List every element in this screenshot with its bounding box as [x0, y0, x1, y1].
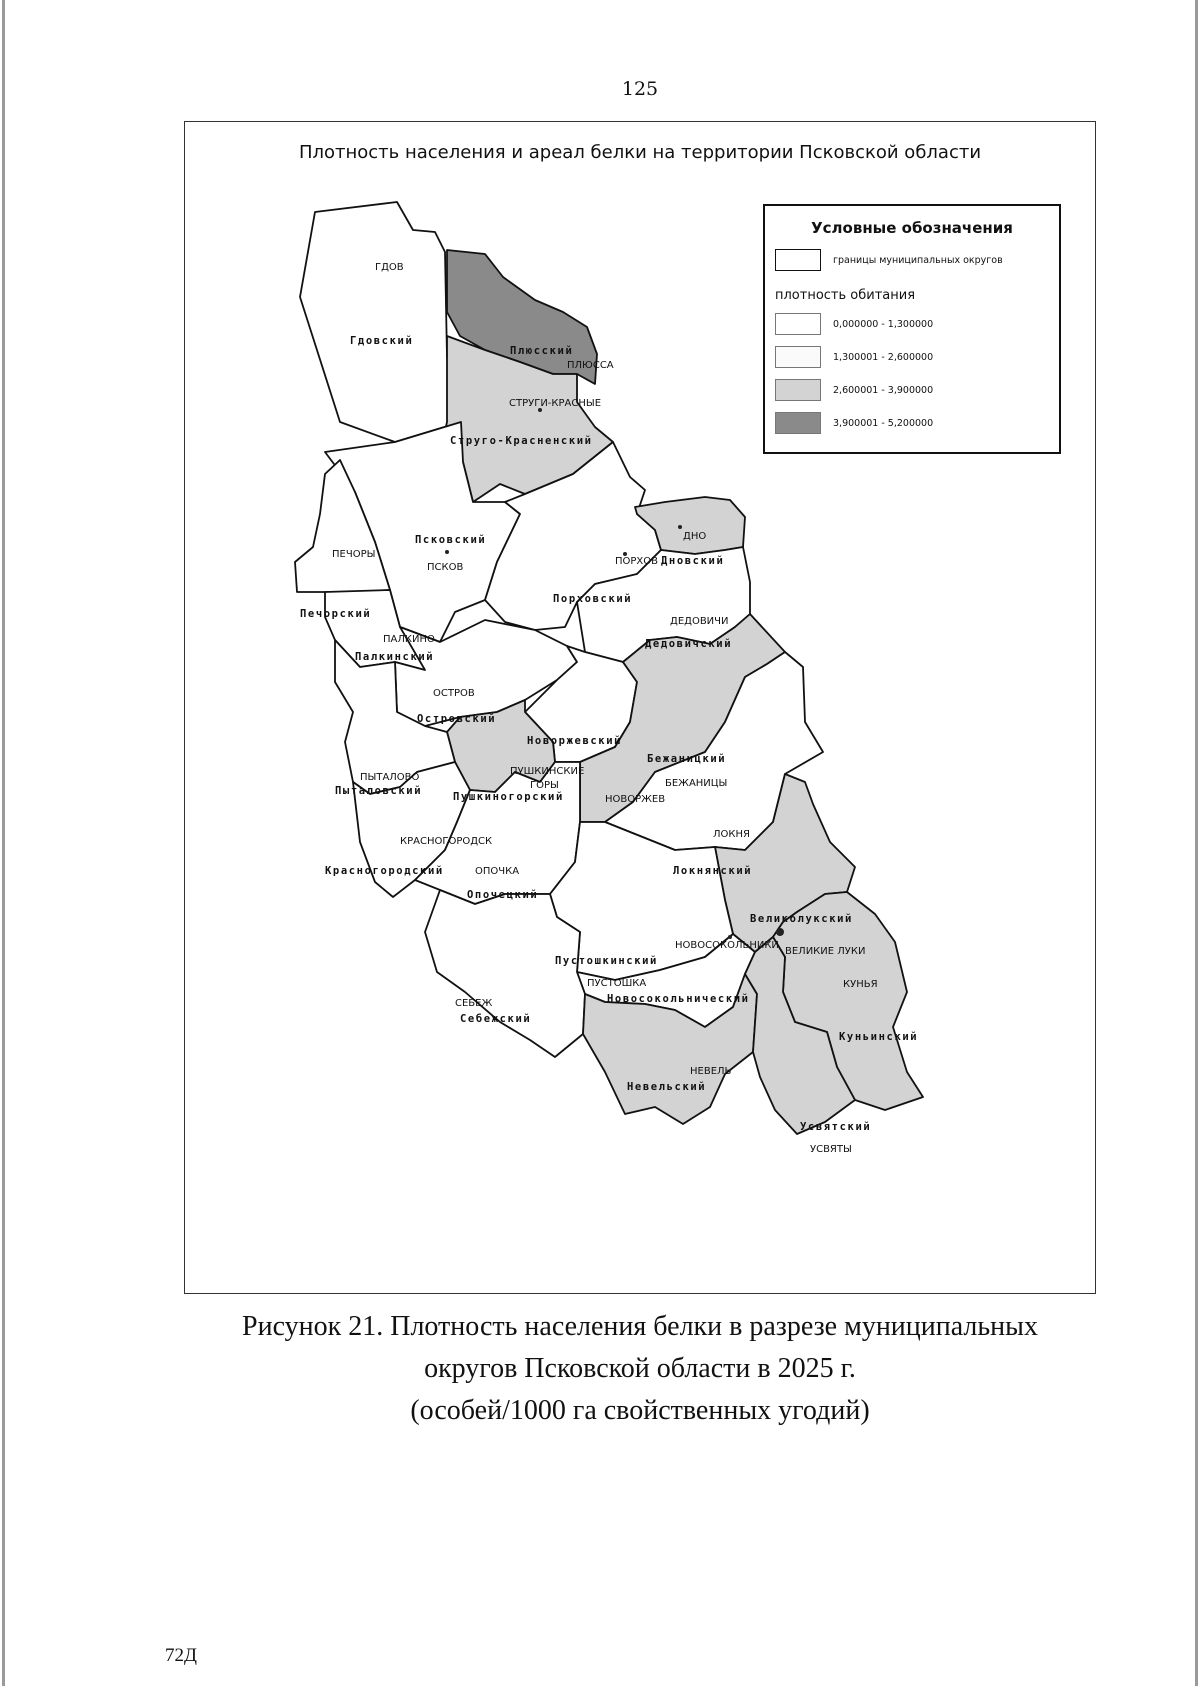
legend-swatch-class-2 [775, 346, 821, 368]
district-label-strugi: Струго-Красненский [450, 435, 593, 447]
district-label-kunyinsky: Куньинский [839, 1031, 919, 1043]
district-label-pskovsky: Псковский [415, 534, 487, 546]
town-label-pechory: ПЕЧОРЫ [332, 549, 376, 560]
town-marker-novosokolniki [728, 935, 732, 939]
town-label-pskov: ПСКОВ [427, 562, 464, 573]
district-label-palkinsky: Палкинский [355, 651, 435, 663]
map-legend [763, 204, 1061, 454]
town-label-strugi: СТРУГИ-КРАСНЫЕ [509, 398, 602, 409]
district-label-dedovichsky: Дедовичский [645, 638, 733, 650]
district-label-pechorsky: Печорский [300, 608, 372, 620]
town-marker-velikie-luki [776, 928, 784, 936]
district-label-krasnogorodsky: Красногородский [325, 865, 444, 877]
district-label-loknyansky: Локнянский [673, 865, 753, 877]
town-label-porkhov: ПОРХОВ [615, 556, 659, 567]
town-label-bezhanitsy: БЕЖАНИЦЫ [665, 778, 728, 789]
town-label-pushkino-2: ГОРЫ [530, 780, 559, 791]
town-label-nevel: НЕВЕЛЬ [690, 1066, 732, 1077]
legend-border-label: границы муниципальных округов [833, 254, 1003, 266]
town-label-pustoshka: ПУСТОШКА [587, 978, 647, 989]
caption-line-3: (особей/1000 га свойственных угодий) [410, 1395, 870, 1426]
legend-range-class-1: 0,000000 - 1,300000 [833, 318, 934, 330]
scan-left-edge [2, 0, 5, 1686]
district-label-bezhanitsky: Бежаницкий [647, 753, 727, 765]
legend-row-class-4 [775, 411, 933, 435]
legend-row-class-2 [775, 345, 933, 369]
map-frame [184, 121, 1096, 1294]
town-label-pushkino-1: ПУШКИНСКИЕ [510, 766, 585, 777]
district-label-dnovsky: Дновский [661, 555, 725, 567]
town-marker-pskov [445, 550, 449, 554]
legend-swatch-class-1 [775, 313, 821, 335]
scan-right-edge [1195, 0, 1198, 1686]
legend-range-class-2: 1,300001 - 2,600000 [833, 351, 934, 363]
district-label-gdovsky: Гдовский [350, 335, 414, 347]
district-label-usvyatsky: Усвятский [800, 1121, 872, 1133]
legend-row-border [775, 248, 1003, 272]
district-label-novosokolnichesky: Новосокольнический [607, 993, 750, 1005]
legend-title: Условные обозначения [811, 219, 1013, 237]
town-label-novorzhev: НОВОРЖЕВ [605, 794, 666, 805]
town-label-krasnogorodsk: КРАСНОГОРОДСК [400, 836, 493, 847]
town-label-ostrov: ОСТРОВ [433, 688, 475, 699]
district-label-nevelsky: Невельский [627, 1081, 707, 1093]
town-label-novosokol: НОВОСОКОЛЬНИКИ [675, 940, 779, 951]
town-marker-dno [678, 525, 682, 529]
map-title: Плотность населения и ареал белки на территории Псковской области [298, 142, 982, 163]
town-label-loknya: ЛОКНЯ [713, 829, 750, 840]
town-label-usvyaty: УСВЯТЫ [810, 1144, 852, 1155]
town-label-gdov: ГДОВ [375, 262, 404, 273]
district-label-novorzhevsky: Новоржевский [527, 735, 623, 747]
district-label-opochetsky: Опочецкий [467, 889, 539, 901]
caption-line-2: округов Псковской области в 2025 г. [424, 1353, 856, 1384]
footer-code: 72Д [165, 1645, 197, 1666]
district-label-pustoshkinsky: Пустошкинский [555, 955, 658, 967]
district-label-ostrovsky: Островский [417, 713, 497, 725]
district-label-porkhovsky: Порховский [553, 593, 633, 605]
district-gdovsky [300, 202, 461, 442]
district-label-sebezhsky: Себежский [460, 1013, 532, 1025]
town-label-kunya: КУНЬЯ [843, 979, 878, 990]
legend-row-class-1 [775, 312, 933, 336]
legend-row-class-3 [775, 378, 933, 402]
legend-density-label: плотность обитания [775, 288, 916, 303]
town-label-opochka: ОПОЧКА [475, 866, 520, 877]
legend-range-class-4: 3,900001 - 5,200000 [833, 417, 934, 429]
district-label-pushkinogorsky: Пушкиногорский [453, 791, 564, 803]
town-label-plyussa: ПЛЮССА [567, 360, 614, 371]
town-label-velikie-luki: ВЕЛИКИЕ ЛУКИ [785, 946, 866, 957]
district-label-pytalovsky: Пыталовский [335, 785, 423, 797]
town-label-pytalovo: ПЫТАЛОВО [360, 772, 420, 783]
caption-line-1: Рисунок 21. Плотность населения белки в разрезе муниципальных [242, 1311, 1038, 1342]
legend-swatch-class-4 [775, 412, 821, 434]
legend-swatch-class-3 [775, 379, 821, 401]
legend-range-class-3: 2,600001 - 3,900000 [833, 384, 934, 396]
page-number: 125 [621, 78, 659, 100]
town-label-dedovichi: ДЕДОВИЧИ [670, 616, 729, 627]
district-label-velikolukski: Великолукский [750, 913, 853, 925]
figure-caption [0, 1306, 1200, 1432]
town-label-palkino: ПАЛКИНО [383, 634, 435, 645]
town-label-sebezh: СЕБЕЖ [455, 998, 493, 1009]
town-label-dno: ДНО [683, 531, 707, 542]
legend-border-swatch [775, 249, 821, 271]
district-label-plyussky: Плюсский [510, 345, 574, 357]
